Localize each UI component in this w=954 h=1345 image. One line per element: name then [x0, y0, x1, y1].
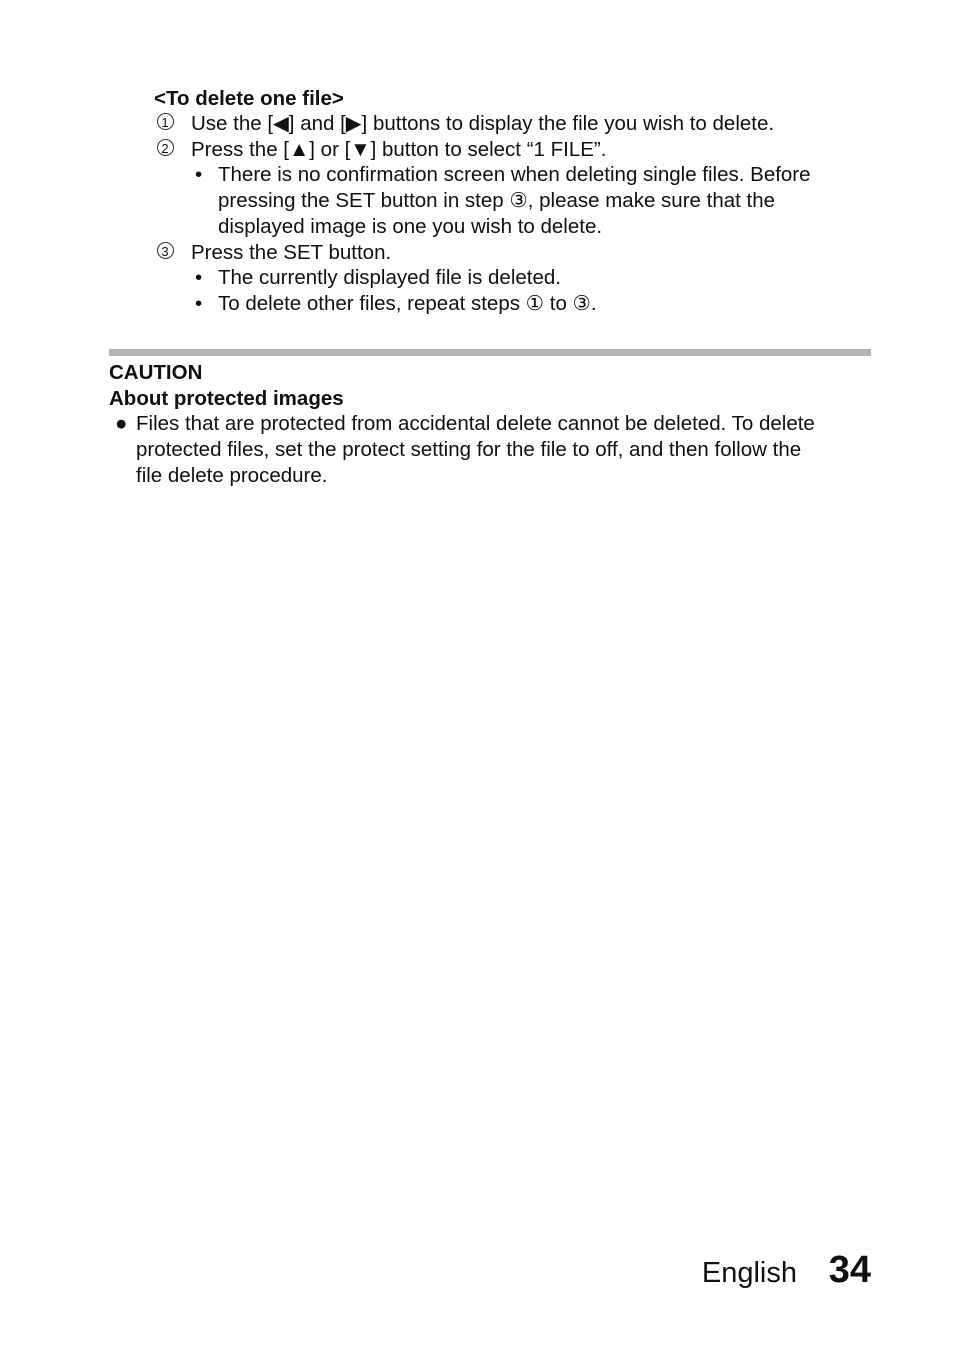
step-note [154, 162, 874, 239]
caution-line: Files that are protected from accidental delete cannot be deleted. To delete [136, 412, 815, 436]
step-note [154, 291, 874, 317]
bullet-icon: • [195, 163, 203, 187]
caution-divider [109, 349, 871, 356]
step-2 [154, 137, 874, 163]
note-line: pressing the SET button in step ③, please make sure that the [218, 189, 776, 213]
caution-line: protected files, set the protect setting for the file to off, and then follow the [136, 438, 802, 462]
step-3 [154, 240, 874, 266]
step-note [154, 265, 874, 291]
note-line: The currently displayed file is deleted. [218, 266, 561, 290]
note-line: To delete other files, repeat steps ① to ③. [218, 291, 597, 315]
caution-line: file delete procedure. [136, 463, 328, 487]
step-text: Use the [◀] and [▶] buttons to display the file you wish to delete. [191, 112, 775, 135]
page-number: 34 [828, 1249, 871, 1291]
section-heading: <To delete one file> [154, 87, 344, 110]
step-text: Press the SET button. [191, 240, 392, 264]
step-text: Press the [▲] or [▼] button to select “1 FILE”. [191, 137, 607, 161]
step-number-3: 3 [154, 240, 176, 266]
footer-language: English [701, 1257, 798, 1289]
caution-title: CAUTION [109, 361, 203, 384]
step-number-2: 2 [154, 137, 176, 163]
bullet-icon: • [195, 291, 203, 315]
note-line: displayed image is one you wish to delete. [218, 214, 603, 238]
bullet-icon: ● [115, 412, 128, 436]
page-footer [701, 1249, 871, 1291]
step-1 [154, 111, 874, 137]
steps-list [154, 111, 874, 317]
note-line: There is no confirmation screen when deleting single files. Before [218, 163, 811, 187]
caution-subtitle: About protected images [109, 386, 344, 410]
bullet-icon: • [195, 266, 203, 290]
step-number-1: 1 [154, 111, 176, 137]
caution-box [109, 360, 879, 489]
caution-item [109, 411, 879, 488]
